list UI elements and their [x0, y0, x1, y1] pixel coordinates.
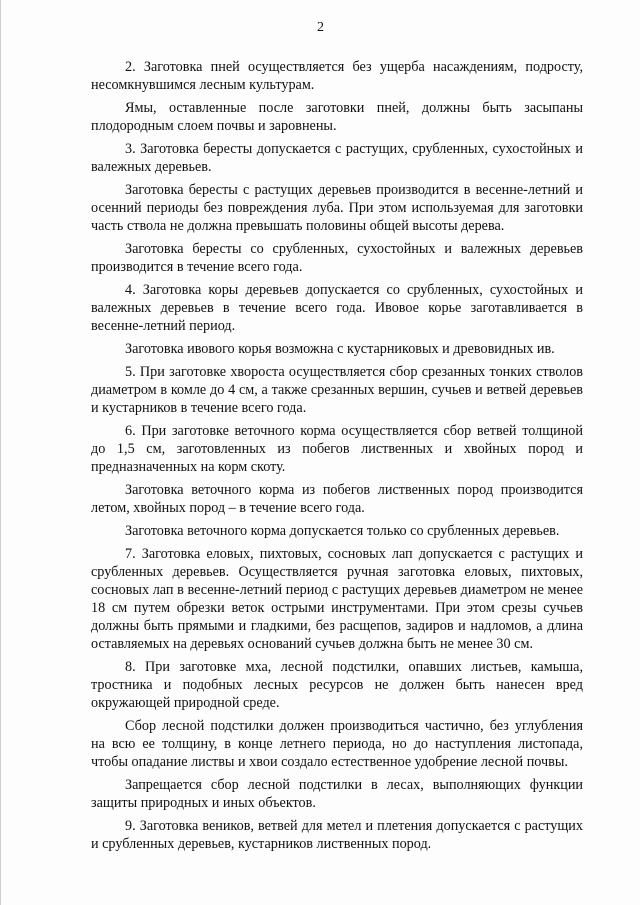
paragraph: Заготовка бересты со срубленных, сухостойных и валежных деревьев производится в течение всего года.: [91, 241, 583, 275]
paragraph: 2. Заготовка пней осуществляется без ущерба насаждениям, подросту, несомкнувшимся лесным культурам.: [91, 59, 583, 93]
paragraph: 3. Заготовка бересты допускается с растущих, срубленных, сухостойных и валежных деревьев.: [91, 141, 583, 175]
paragraph: 9. Заготовка веников, ветвей для метел и плетения допускается с растущих и срубленных деревьев, кустарников лиственных пород.: [91, 818, 583, 852]
paragraph: Запрещается сбор лесной подстилки в лесах, выполняющих функции защиты природных и иных объектов.: [91, 777, 583, 811]
paragraph: Заготовка ивового корья возможна с кустарниковых и древовидных ив.: [125, 341, 555, 357]
paragraph: Заготовка веточного корма из побегов лиственных пород производится летом, хвойных пород – в течение всего года.: [91, 482, 583, 516]
paragraph: 5. При заготовке хвороста осуществляется сбор срезанных тонких стволов диаметром в комле до 4 см, а также срезанных вершин, сучьев и ветвей деревьев и кустарников в течение всего года.: [91, 364, 583, 416]
paragraph: Сбор лесной подстилки должен производиться частично, без углубления на всю ее толщину, в конце летнего периода, но до наступления листопада, чтобы опадание листвы и хвои создало естественное удобрение лесной почвы.: [91, 718, 583, 770]
paragraph: Ямы, оставленные после заготовки пней, должны быть засыпаны плодородным слоем почвы и заровнены.: [91, 100, 583, 134]
paragraph: 4. Заготовка коры деревьев допускается со срубленных, сухостойных и валежных деревьев в течение всего года. Ивовое корье заготавливается в весенне-летний период.: [91, 282, 583, 334]
paragraph: 8. При заготовке мха, лесной подстилки, опавших листьев, камыша, тростника и подобных лесных ресурсов не должен быть нанесен вред окружающей природной среде.: [91, 659, 583, 711]
page-number: 2: [317, 20, 324, 35]
paragraph: Заготовка бересты с растущих деревьев производится в весенне-летний и осенний периоды без повреждения луба. При этом используемая для заготовки часть ствола не должна превышать половины общей высоты дерева.: [91, 182, 583, 234]
paragraph: 6. При заготовке веточного корма осуществляется сбор ветвей толщиной до 1,5 см, заготовленных из побегов лиственных и хвойных пород и предназначенных на корм скоту.: [91, 423, 583, 475]
paragraph: Заготовка веточного корма допускается только со срубленных деревьев.: [125, 523, 560, 539]
document-body: [91, 58, 583, 858]
paragraph: 7. Заготовка еловых, пихтовых, сосновых лап допускается с растущих и срубленных деревьев. Осуществляется ручная заготовка еловых, пихтовых, сосновых лап в весенне-летний период с растущих деревьев диаметром не менее 18 см путем обрезки веток острыми инструментами. При этом срезы сучьев должны быть прямыми и гладкими, без расщепов, задиров и надломов, а длина оставляемых на деревьях оснований сучьев должна быть не менее 30 см.: [91, 546, 583, 652]
